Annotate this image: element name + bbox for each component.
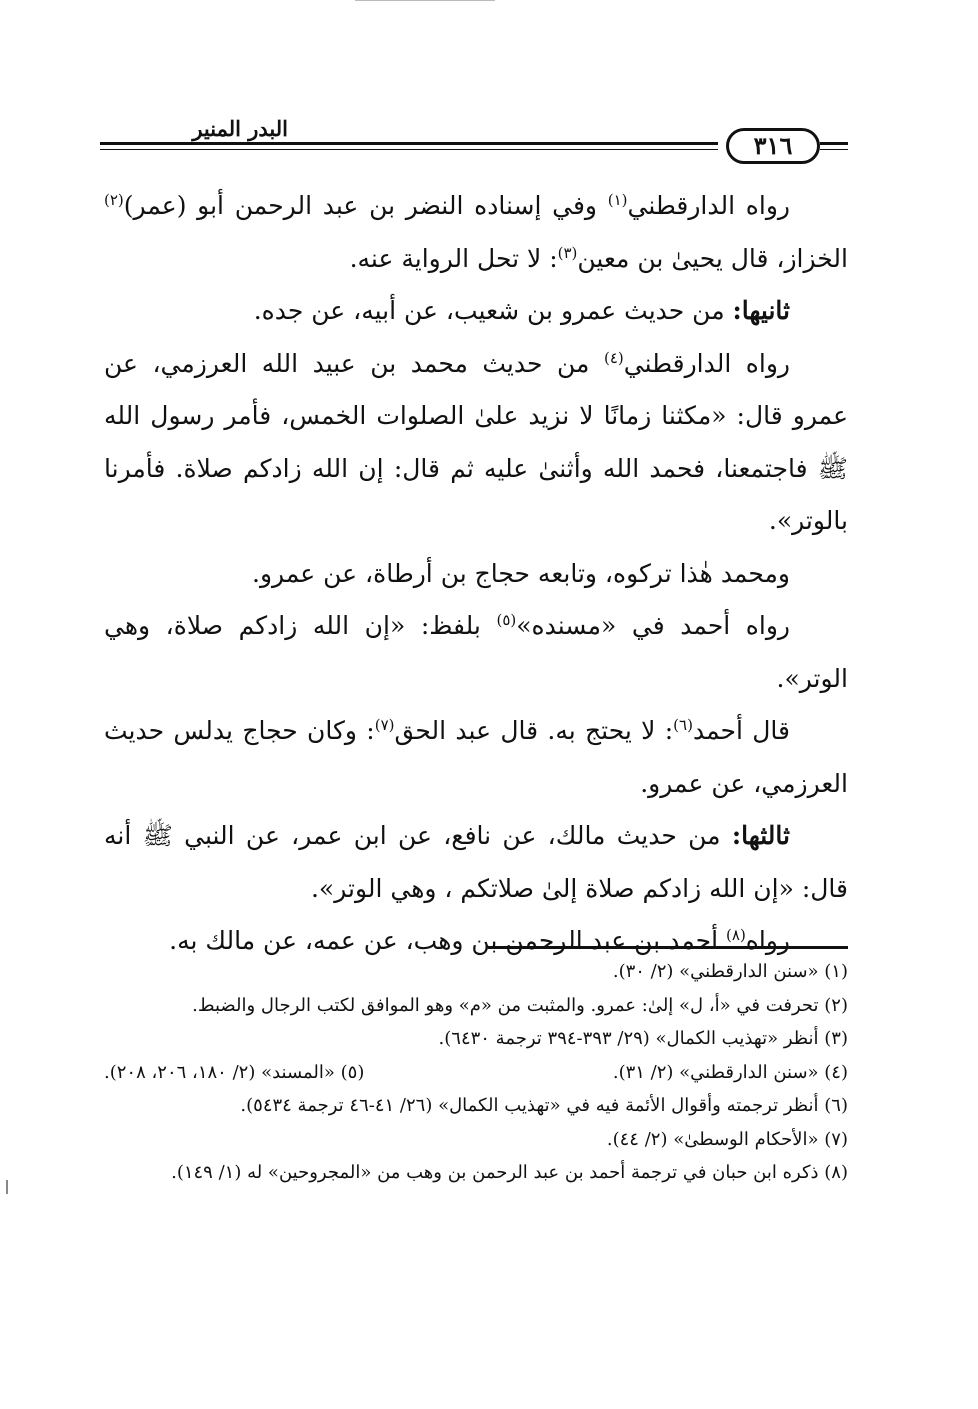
footnote-2: (٢) تحرفت في «أ، ل» إلىٰ: عمرو. والمثبت من «م» وهو الموافق لكتب الرجال والضبط. (192, 994, 848, 1016)
footnote-4: (٤) «سنن الدارقطني» (٢/ ٣١). (612, 1061, 848, 1083)
footnote-4-5-row (104, 1056, 848, 1090)
footnote-ref-8: (٨) (726, 926, 746, 944)
paragraph-8: رواه$^{(٨)}$ أحمد بن عبد الرحمن بن وهب، عن عمه، عن مالك به. (169, 926, 790, 955)
main-text (104, 180, 848, 968)
footnote-ref-2: (٢) (104, 191, 124, 209)
footnote-ref-5: (٥) (496, 611, 517, 629)
header-rule-right-thin (820, 149, 848, 150)
header-rule-thick (100, 142, 718, 145)
paragraph-6: قال أحمد$^{(٦)}$: لا يحتج به. قال عبد الحق$^{(٧)}$: وكان حجاج يدلس حديث العرزمي، عن عمرو. (104, 716, 848, 798)
scan-artifact (6, 1180, 8, 1194)
paragraph-2: ثانيها: من حديث عمرو بن شعيب، عن أبيه، عن جده. (253, 296, 790, 325)
page-number: ٣١٦ (726, 128, 820, 164)
footnote-5: (٥) «المسند» (٢/ ١٨٠، ٢٠٦، ٢٠٨). (104, 1061, 365, 1083)
paragraph-7: ثالثها: من حديث مالك، عن نافع، عن ابن عمر، عن النبي ﷺ أنه قال: «إن الله زادكم صلاة إلىٰ صلاتكم ، وهي الوتر». (104, 821, 848, 903)
footnote-8: (٨) ذكره ابن حبان في ترجمة أحمد بن عبد الرحمن بن وهب من «المجروحين» له (١/ ١٤٩). (171, 1162, 848, 1183)
footnotes (104, 955, 848, 1190)
footnote-7: (٧) «الأحكام الوسطىٰ» (٢/ ٤٤). (606, 1128, 848, 1150)
footnote-6: (٦) أنظر ترجمته وأقوال الأئمة فيه في «تهذيب الكمال» (٢٦/ ٤١-٤٦ ترجمة ٥٤٣٤). (240, 1095, 848, 1116)
header-rule-right-thick (820, 142, 848, 145)
section-lead-third: ثالثها: (731, 821, 790, 850)
section-lead-second: ثانيها: (732, 296, 790, 325)
footnote-3: (٣) أنظر «تهذيب الكمال» (٢٩/ ٣٩٣-٣٩٤ ترجمة ٦٤٣٠). (438, 1028, 848, 1049)
header-rule-thin (100, 149, 718, 150)
scan-edge-line (355, 0, 495, 1)
paragraph-3: رواه الدارقطني$^{(٤)}$ من حديث محمد بن عبيد الله العرزمي، عن عمرو قال: «مكثنا زمانًا لا نزيد علىٰ الصلوات الخمس، فأمر رسول الله ﷺ فاجتمعنا، فحمد الله وأثنىٰ عليه ثم قال: إن الله زادكم صلاة. فأمرنا بالوتر». (104, 348, 848, 535)
footnote-separator (488, 946, 848, 949)
footnote-ref-7: (٧) (374, 716, 395, 734)
paragraph-1: رواه الدارقطني$^{(١)}$ وفي إسناده النضر بن عبد الرحمن أبو (عمر)$^{(٢)}$ الخزاز، قال يحيىٰ بن معين$^{(٣)}$: لا تحل الرواية عنه. (104, 191, 848, 273)
page-header (100, 108, 848, 164)
footnote-ref-4: (٤) (603, 348, 624, 367)
footnote-ref-3: (٣) (557, 243, 578, 262)
footnote-ref-6: (٦) (673, 716, 693, 734)
footnote-ref-1: (١) (607, 191, 628, 209)
book-title: البدر المنير (192, 116, 288, 141)
paragraph-4: ومحمد هٰذا تركوه، وتابعه حجاج بن أرطاة، عن عمرو. (252, 558, 790, 588)
paragraph-5: رواه أحمد في «مسنده»$^{(٥)}$ بلفظ: «إن الله زادكم صلاة، وهي الوتر». (104, 611, 848, 693)
footnote-1: (١) «سنن الدارقطني» (٢/ ٣٠). (612, 961, 848, 982)
